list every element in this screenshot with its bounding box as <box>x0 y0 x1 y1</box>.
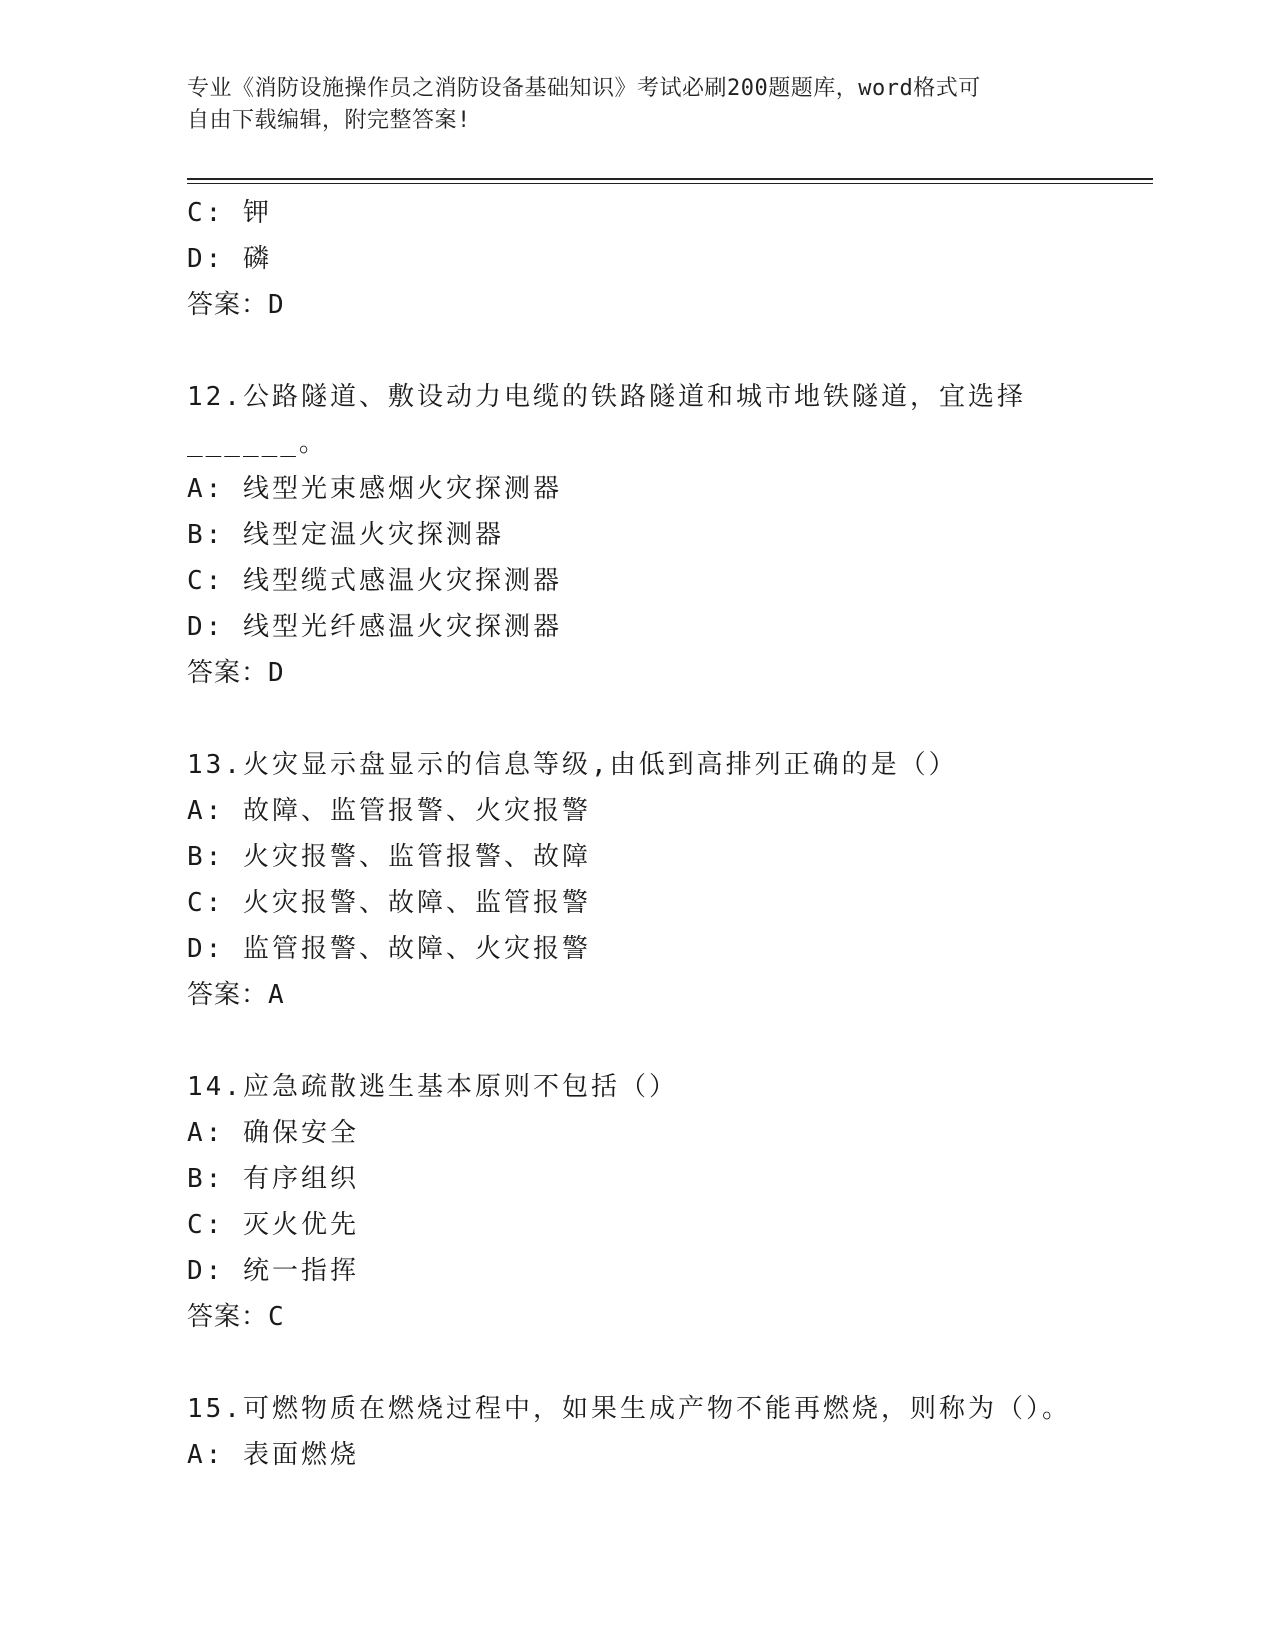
option-d: D: 磷 <box>187 244 272 274</box>
option-c: C: 线型缆式感温火灾探测器 <box>187 566 562 596</box>
question-stem: 14.应急疏散逃生基本原则不包括（） <box>187 1072 678 1102</box>
option-d: D: 线型光纤感温火灾探测器 <box>187 612 562 642</box>
option-d: D: 统一指挥 <box>187 1256 359 1286</box>
answer-line <box>187 1294 1153 1340</box>
option-a: A: 故障、监管报警、火灾报警 <box>187 796 591 826</box>
header-divider-thin <box>187 183 1153 184</box>
question-list <box>187 190 1153 1478</box>
spacer <box>187 1018 1153 1064</box>
option-a: A: 确保安全 <box>187 1118 359 1148</box>
answer-line <box>187 282 1153 328</box>
question-11-continued <box>187 190 1153 328</box>
spacer <box>187 1340 1153 1386</box>
answer-value: D <box>268 658 285 688</box>
answer-value: D <box>268 290 285 320</box>
spacer <box>187 328 1153 374</box>
option-b: B: 火灾报警、监管报警、故障 <box>187 842 591 872</box>
spacer <box>187 696 1153 742</box>
answer-label: 答案： <box>187 658 269 688</box>
question-stem: 13.火灾显示盘显示的信息等级,由低到高排列正确的是（） <box>187 750 958 780</box>
question-stem: 12.公路隧道、敷设动力电缆的铁路隧道和城市地铁隧道，宜选择 <box>187 382 1026 412</box>
question-15 <box>187 1386 1153 1478</box>
answer-line <box>187 650 1153 696</box>
document-header <box>187 73 1087 137</box>
question-13 <box>187 742 1153 1018</box>
option-d: D: 监管报警、故障、火灾报警 <box>187 934 591 964</box>
option-c: C: 灭火优先 <box>187 1210 359 1240</box>
option-b: B: 有序组织 <box>187 1164 359 1194</box>
header-line-1: 专业《消防设施操作员之消防设备基础知识》考试必刷200题题库，word格式可 <box>187 76 981 101</box>
option-b: B: 线型定温火灾探测器 <box>187 520 504 550</box>
answer-line <box>187 972 1153 1018</box>
option-c: C: 火灾报警、故障、监管报警 <box>187 888 591 918</box>
header-line-2: 自由下载编辑，附完整答案! <box>187 108 471 133</box>
header-divider-thick <box>187 178 1153 180</box>
question-stem-continued: ______。 <box>187 428 328 458</box>
question-stem: 15.可燃物质在燃烧过程中，如果生成产物不能再燃烧，则称为（）。 <box>187 1394 1071 1424</box>
question-14 <box>187 1064 1153 1340</box>
answer-value: C <box>268 1302 285 1332</box>
option-a: A: 表面燃烧 <box>187 1440 359 1470</box>
answer-label: 答案： <box>187 1302 269 1332</box>
answer-value: A <box>268 980 285 1010</box>
answer-label: 答案： <box>187 980 269 1010</box>
question-12 <box>187 374 1153 696</box>
option-a: A: 线型光束感烟火灾探测器 <box>187 474 562 504</box>
answer-label: 答案： <box>187 290 269 320</box>
option-c: C: 钾 <box>187 198 272 228</box>
